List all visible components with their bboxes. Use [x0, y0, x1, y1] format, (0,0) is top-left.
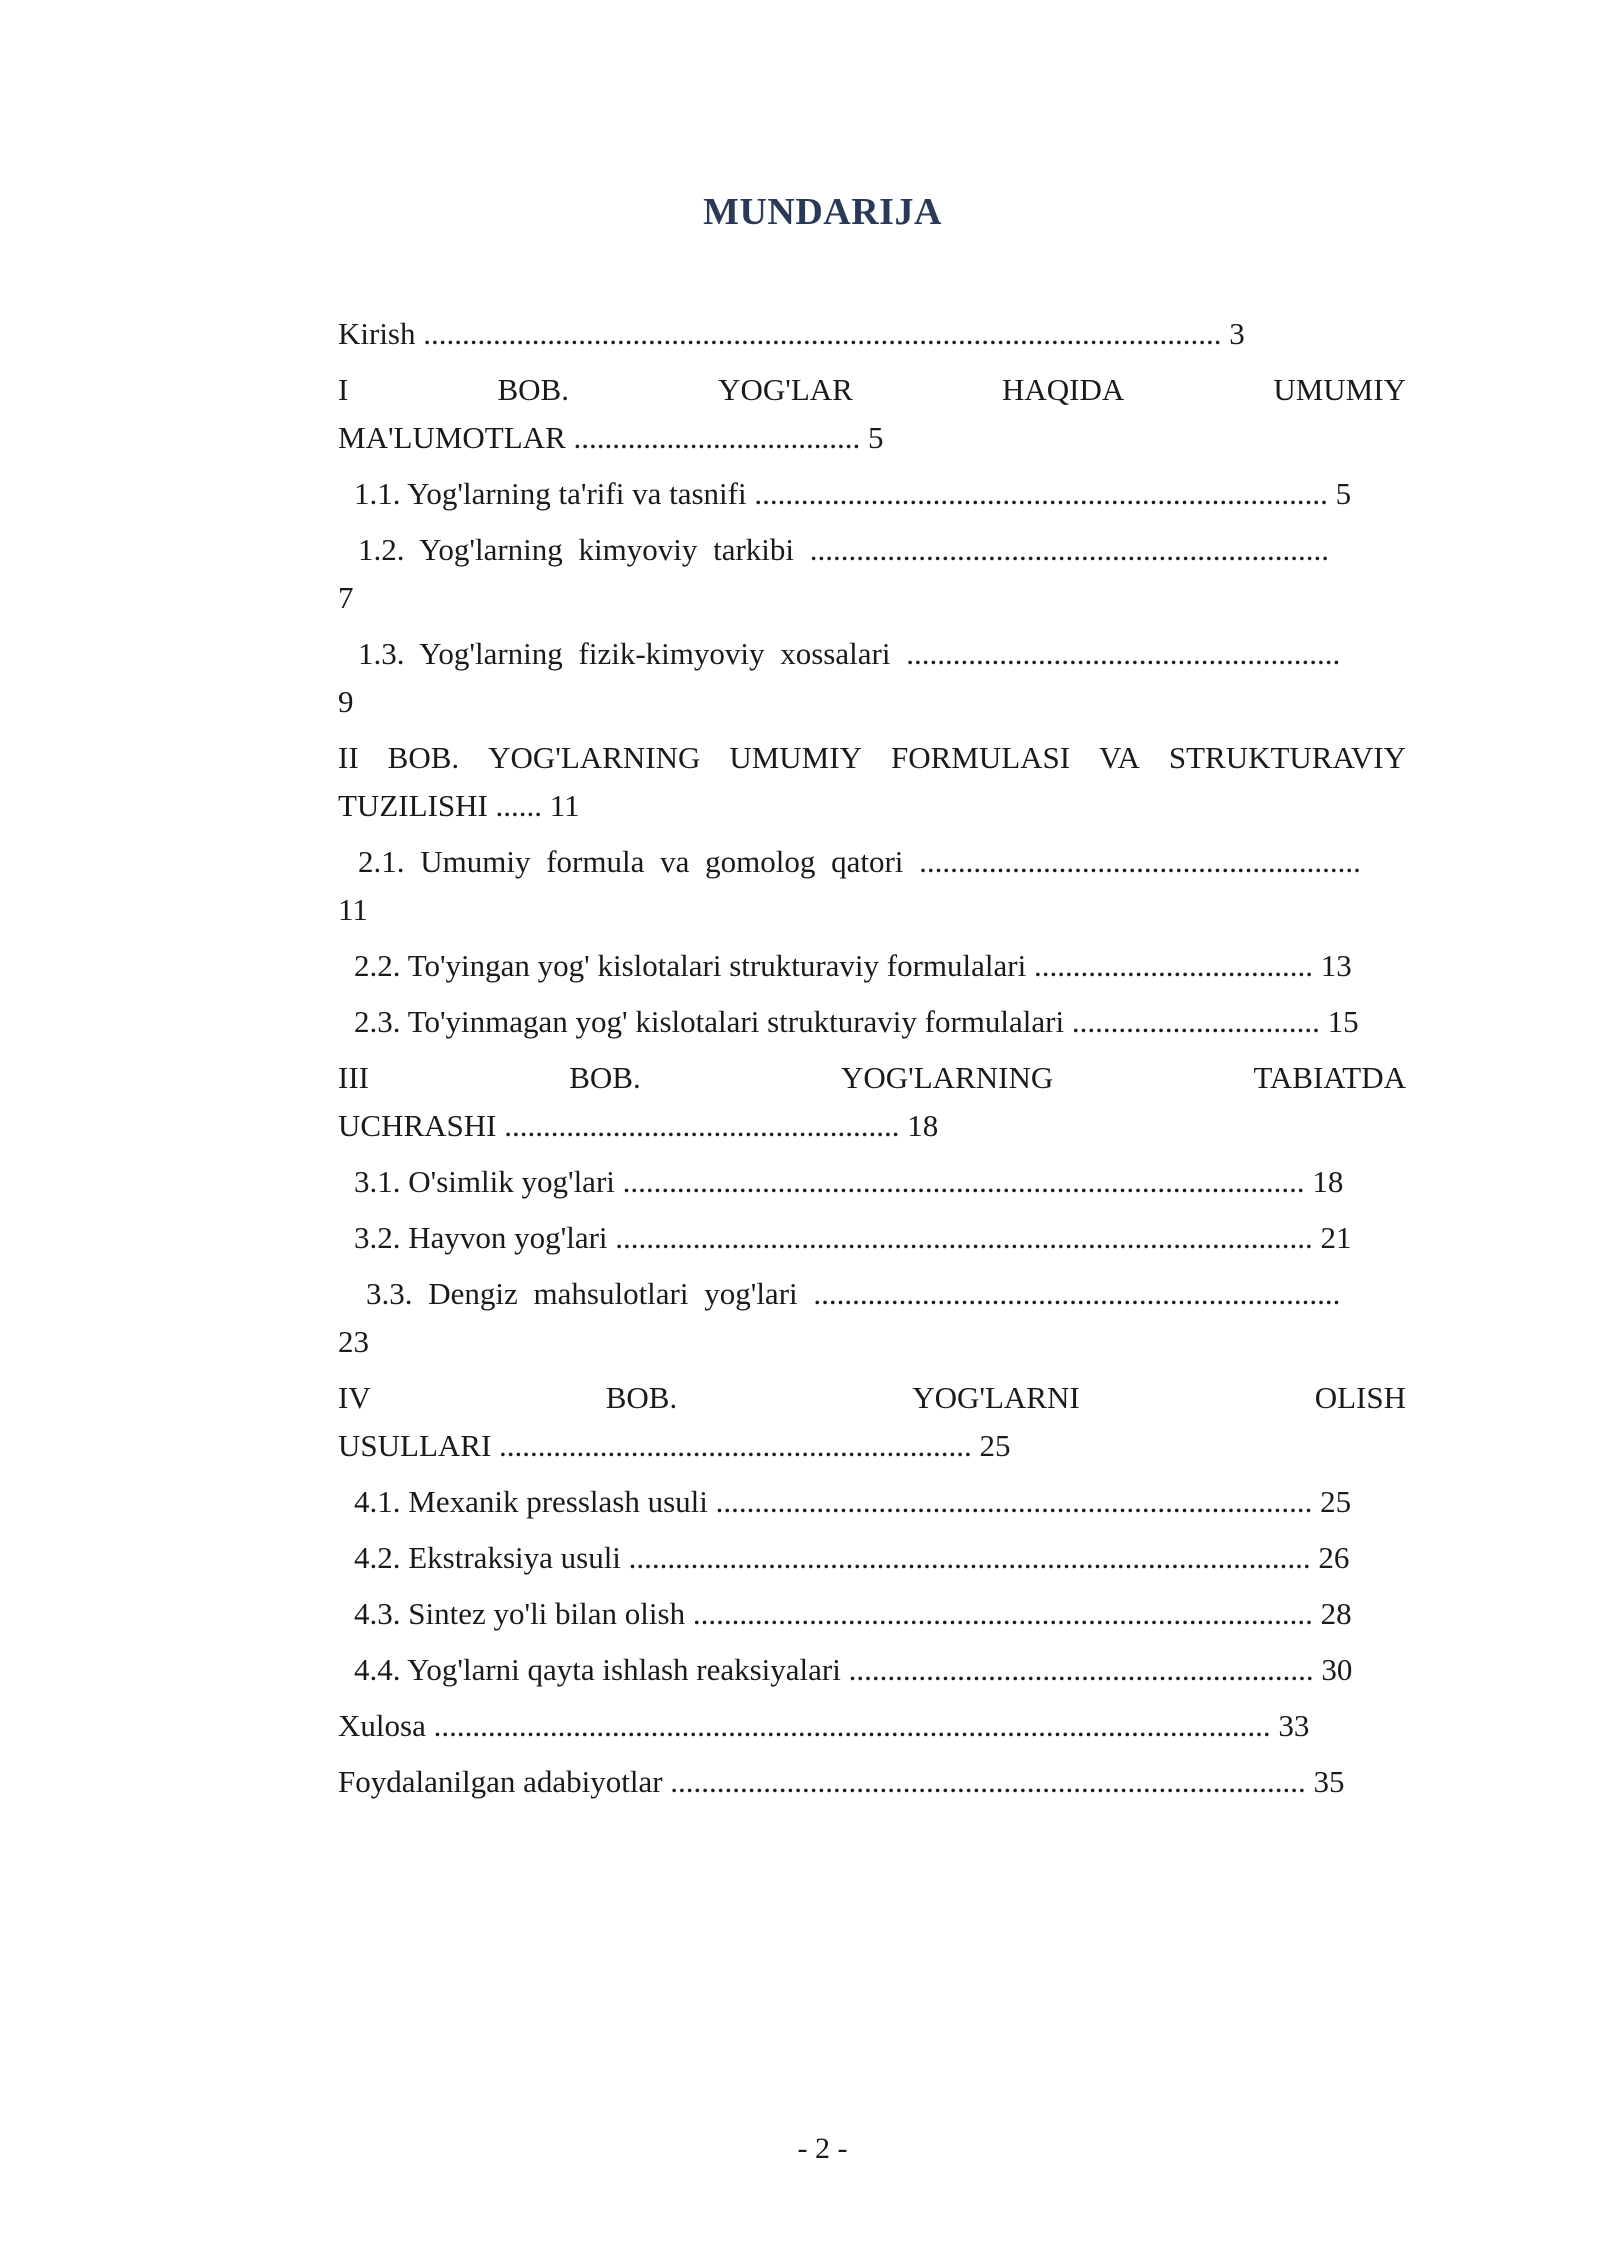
toc-entry-3-1: 3.1. O'simlik yog'lari ........................................................................................ 18: [354, 1164, 1344, 1199]
table-of-contents: [338, 310, 1406, 1806]
toc-entry-1-3-page: 9: [338, 684, 354, 719]
toc-entry-4-2: 4.2. Ekstraksiya usuli ........................................................................................ 26: [354, 1540, 1350, 1575]
toc-entry-4-3: 4.3. Sintez yo'li bilan olish ................................................................................ 28: [354, 1596, 1352, 1631]
toc-chapter-4-heading: [338, 1374, 1406, 1422]
toc-entry-xulosa: Xulosa ............................................................................................................ 33: [338, 1708, 1310, 1743]
toc-title: MUNDARIJA: [703, 191, 942, 233]
heading-word: YOG'LARNING: [488, 740, 701, 775]
heading-word: UMUMIY: [1273, 372, 1406, 407]
toc-entry-1-3: 1.3. Yog'larning fizik-kimyoviy xossalari ........................................................: [358, 636, 1341, 671]
heading-word: BOB.: [387, 740, 460, 775]
toc-entry-kirish: Kirish ....................................................................................................... 3: [338, 316, 1245, 351]
heading-word: HAQIDA: [1001, 372, 1125, 407]
heading-word: YOG'LARNING: [840, 1060, 1054, 1095]
toc-entry-2-2: 2.2. To'yingan yog' kislotalari strukturaviy formulalari .................................... 13: [354, 948, 1352, 983]
heading-word: UMUMIY: [729, 740, 862, 775]
toc-chapter-2-heading: [338, 734, 1406, 782]
heading-word: BOB.: [497, 372, 569, 407]
heading-word: IV: [338, 1380, 371, 1415]
heading-word: TABIATDA: [1253, 1060, 1406, 1095]
heading-word: YOG'LARNI: [912, 1380, 1080, 1415]
heading-word: YOG'LAR: [718, 372, 853, 407]
heading-word: VA: [1099, 740, 1140, 775]
toc-entry-2-3: 2.3. To'yinmagan yog' kislotalari strukturaviy formulalari ................................ 15: [354, 1004, 1359, 1039]
toc-entry-3-2: 3.2. Hayvon yog'lari .......................................................................................... 21: [354, 1220, 1352, 1255]
toc-entry-1-1: 1.1. Yog'larning ta'rifi va tasnifi .......................................................................... 5: [354, 476, 1352, 511]
toc-entry-3-3-page: 23: [338, 1324, 369, 1359]
heading-word: I: [338, 372, 349, 407]
toc-entry-1-2: 1.2. Yog'larning kimyoviy tarkibi ...................................................................: [358, 532, 1330, 567]
heading-word: III: [338, 1060, 369, 1095]
toc-entry-adabiyotlar: Foydalanilgan adabiyotlar .................................................................................. 35: [338, 1764, 1345, 1799]
toc-chapter-3-heading: [338, 1054, 1406, 1102]
heading-word: OLISH: [1314, 1380, 1406, 1415]
toc-chapter-1-heading: [338, 366, 1406, 414]
toc-entry-4-4: 4.4. Yog'larni qayta ishlash reaksiyalari ............................................................ 30: [354, 1652, 1353, 1687]
heading-word: BOB.: [569, 1060, 641, 1095]
toc-chapter-3-continuation: UCHRASHI ................................................... 18: [338, 1108, 939, 1143]
toc-entry-2-1-page: 11: [338, 892, 368, 927]
toc-chapter-4-continuation: USULLARI ............................................................. 25: [338, 1428, 1011, 1463]
toc-entry-3-3: 3.3. Dengiz mahsulotlari yog'lari ....................................................................: [366, 1276, 1341, 1311]
toc-entry-1-2-page: 7: [338, 580, 354, 615]
toc-entry-2-1: 2.1. Umumiy formula va gomolog qatori .........................................................: [358, 844, 1361, 879]
heading-word: BOB.: [605, 1380, 678, 1415]
toc-entry-4-1: 4.1. Mexanik presslash usuli ............................................................................. 25: [354, 1484, 1352, 1519]
toc-chapter-2-continuation: TUZILISHI ...... 11: [338, 788, 580, 823]
toc-chapter-1-continuation: MA'LUMOTLAR ..................................... 5: [338, 420, 884, 455]
page-number: - 2 -: [797, 2132, 848, 2165]
heading-word: II: [338, 740, 359, 775]
heading-word: FORMULASI: [890, 740, 1071, 775]
heading-word: STRUKTURAVIY: [1168, 740, 1406, 775]
